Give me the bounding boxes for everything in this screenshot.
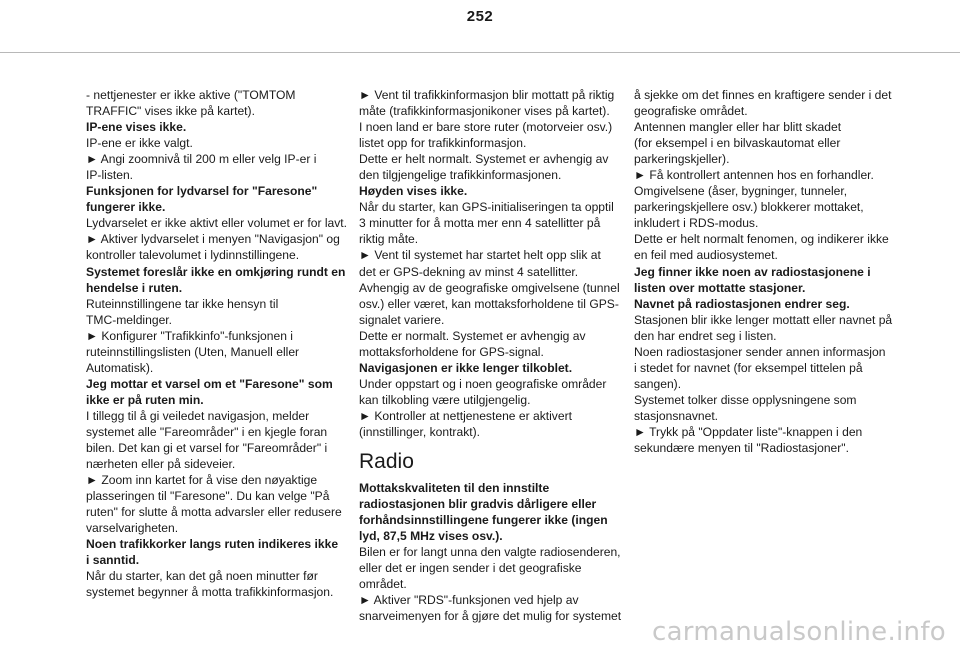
text-line: mottaksforholdene for GPS-signal. [359, 344, 544, 359]
text-line: ► Vent til systemet har startet helt opp slik at [359, 248, 601, 263]
text-line: parkeringskjeller). [634, 152, 730, 167]
text-column-2 [359, 87, 621, 624]
text-line: kontroller talevolumet i lydinnstillingene. [86, 248, 300, 263]
text-column-3 [634, 87, 896, 456]
watermark: carmanualsonline.info [651, 617, 946, 647]
text-line: listet opp for trafikkinformasjon. [359, 136, 527, 151]
text-line: ► Konfigurer "Trafikkinfo"-funksjonen i [86, 328, 293, 343]
text-line: Når du starter, kan det gå noen minutter før [86, 569, 318, 584]
bold-heading-line: Noen trafikkorker langs ruten indikeres ikke [86, 537, 339, 552]
text-line: IP-ene er ikke valgt. [86, 136, 193, 151]
text-line: Omgivelsene (åser, bygninger, tunneler, [634, 184, 848, 199]
text-line: Under oppstart og i noen geografiske områder [359, 376, 607, 391]
text-line: inkludert i RDS-modus. [634, 216, 759, 231]
text-line: eller det er ingen sender i det geografiske [359, 561, 582, 576]
text-line: parkeringskjellere osv.) blokkerer mottaket, [634, 200, 864, 215]
text-line: sangen). [634, 376, 682, 391]
section-heading-wrap [359, 449, 621, 475]
bold-heading-line: ikke er på ruten min. [86, 392, 204, 407]
text-line: måte (trafikkinformasjonikoner vises på kartet). [359, 104, 610, 119]
text-line: Stasjonen blir ikke lenger mottatt eller navnet på [634, 312, 893, 327]
text-line: geografiske området. [634, 104, 748, 119]
text-line: ► Aktiver lydvarselet i menyen "Navigasjon" og [86, 232, 340, 247]
text-line: nærheten eller på sideveier. [86, 457, 236, 472]
text-line: den tilgjengelige trafikkinformasjonen. [359, 168, 562, 183]
section-heading: Radio [359, 450, 414, 474]
bold-heading-line: Navnet på radiostasjonen endrer seg. [634, 296, 850, 311]
text-line: kan tilkobling være utilgjengelig. [359, 392, 531, 407]
bold-heading-line: hendelse i ruten. [86, 280, 183, 295]
bold-heading-line: Jeg finner ikke noen av radiostasjonene i [634, 264, 871, 279]
text-line: I noen land er bare store ruter (motorveier osv.) [359, 120, 613, 135]
text-line: 3 minutter for å motta mer enn 4 satellitter på [359, 216, 601, 231]
text-line: bilen. Det kan gi et varsel for "Fareområder" i [86, 441, 328, 456]
text-line: (innstillinger, kontrakt). [359, 424, 480, 439]
text-line: I tillegg til å gi veiledet navigasjon, melder [86, 408, 310, 423]
text-line: TRAFFIC" vises ikke på kartet). [86, 104, 255, 119]
text-line: ► Zoom inn kartet for å vise den nøyaktige [86, 473, 318, 488]
text-line: TMC-meldinger. [86, 312, 173, 327]
text-line: i stedet for navnet (for eksempel tittelen på [634, 360, 863, 375]
text-line: Systemet tolker disse opplysningene som [634, 392, 857, 407]
text-line: ruteinnstillingslisten (Uten, Manuell eller [86, 344, 300, 359]
text-line: ► Få kontrollert antennen hos en forhandler. [634, 168, 874, 183]
text-line: en feil med audiosystemet. [634, 248, 778, 263]
text-line: stasjonsnavnet. [634, 408, 719, 423]
bold-heading-line: i sanntid. [86, 553, 140, 568]
bold-heading-line: radiostasjonen blir gradvis dårligere eller [359, 497, 597, 512]
text-line: ► Aktiver "RDS"-funksjonen ved hjelp av [359, 593, 579, 608]
text-line: Ruteinnstillingene tar ikke hensyn til [86, 296, 279, 311]
text-line: varselvarigheten. [86, 521, 179, 536]
text-line: Lydvarselet er ikke aktivt eller volumet er for lavt. [86, 216, 348, 231]
bold-heading-line: listen over mottatte stasjoner. [634, 280, 806, 295]
text-line: det er GPS-dekning av minst 4 satellitter. [359, 264, 579, 279]
bold-heading-line: Systemet foreslår ikke en omkjøring rundt en [86, 264, 346, 279]
text-line: IP-listen. [86, 168, 134, 183]
text-column-1 [86, 87, 348, 601]
bold-heading-line: Navigasjonen er ikke lenger tilkoblet. [359, 360, 573, 375]
page-number: 252 [466, 8, 494, 25]
text-line: Avhengig av de geografiske omgivelsene (tunnel [359, 280, 620, 295]
text-line: Når du starter, kan GPS-initialiseringen ta opptil [359, 200, 614, 215]
text-line: - nettjenester er ikke aktive ("TOMTOM [86, 88, 296, 102]
header-divider [0, 52, 960, 53]
bold-heading-line: Jeg mottar et varsel om et "Faresone" som [86, 376, 333, 391]
text-line: ► Kontroller at nettjenestene er aktivert [359, 408, 572, 423]
bold-heading-line: forhåndsinnstillingene fungerer ikke (ingen [359, 513, 608, 528]
text-line: Antennen mangler eller har blitt skadet [634, 120, 842, 135]
text-line: riktig måte. [359, 232, 419, 247]
text-line: å sjekke om det finnes en kraftigere sender i det [634, 88, 892, 102]
text-line: sekundære menyen til "Radiostasjoner". [634, 441, 849, 456]
text-line: systemet alle "Fareområder" i en kjegle foran [86, 424, 328, 439]
text-line: signalet variere. [359, 312, 445, 327]
text-line: osv.) eller været, kan mottaksforholdene til GPS- [359, 296, 619, 311]
bold-heading-line: fungerer ikke. [86, 200, 166, 215]
text-line: ruten" for slutte å motta advarsler eller redusere [86, 505, 342, 520]
bold-heading-line: Mottakskvaliteten til den innstilte [359, 481, 550, 496]
text-line: den har endret seg i listen. [634, 328, 777, 343]
bold-heading-line: Funksjonen for lydvarsel for "Faresone" [86, 184, 318, 199]
text-line: ► Vent til trafikkinformasjon blir mottatt på riktig [359, 88, 615, 102]
text-line: systemet begynner å motta trafikkinformasjon. [86, 585, 334, 600]
text-line: Dette er helt normalt. Systemet er avhengig av [359, 152, 609, 167]
text-line: Dette er helt normalt fenomen, og indikerer ikke [634, 232, 889, 247]
text-line: Dette er normalt. Systemet er avhengig av [359, 328, 586, 343]
text-line: Noen radiostasjoner sender annen informasjon [634, 344, 886, 359]
text-line: (for eksempel i en bilvaskautomat eller [634, 136, 841, 151]
text-line: ► Angi zoomnivå til 200 m eller velg IP-er i [86, 152, 317, 167]
text-line: Automatisk). [86, 360, 154, 375]
text-line: ► Trykk på "Oppdater liste"-knappen i den [634, 424, 863, 439]
text-line: området. [359, 577, 407, 592]
bold-heading-line: Høyden vises ikke. [359, 184, 468, 199]
text-line: snarveimenyen for å gjøre det mulig for systemet [359, 609, 622, 624]
text-line: plasseringen til "Faresone". Du kan velge "På [86, 489, 330, 504]
text-line: Bilen er for langt unna den valgte radiosenderen, [359, 545, 621, 560]
bold-heading-line: lyd, 87,5 MHz vises osv.). [359, 529, 503, 544]
bold-heading-line: IP-ene vises ikke. [86, 120, 187, 135]
